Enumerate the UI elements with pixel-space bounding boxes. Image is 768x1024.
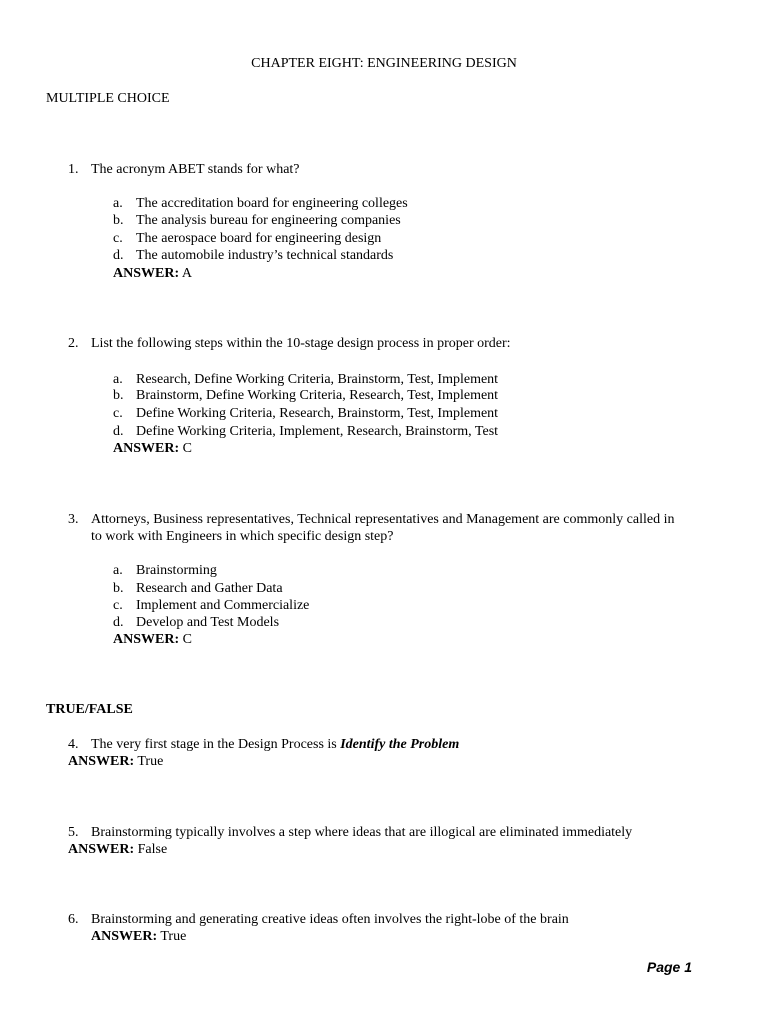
option-text: Define Working Criteria, Implement, Research, Brainstorm, Test [136, 424, 499, 439]
option-text: Brainstorming [136, 563, 217, 578]
option-letter: b. [113, 388, 124, 403]
answer-line [68, 753, 163, 770]
section-heading-multiple-choice: MULTIPLE CHOICE [46, 91, 170, 106]
question-text: The acronym ABET stands for what? [91, 162, 300, 177]
answer-value: A [181, 266, 192, 281]
question-text-line-1: Attorneys, Business representatives, Technical representatives and Management are commonly called in [91, 512, 675, 527]
page-number: Page 1 [646, 959, 692, 975]
option-letter: b. [113, 213, 124, 228]
option-text: The automobile industry’s technical standards [136, 248, 394, 263]
answer-label: ANSWER: [113, 632, 180, 647]
answer-label: ANSWER: [113, 266, 180, 281]
option-text: Research, Define Working Criteria, Brainstorm, Test, Implement [136, 372, 499, 387]
page-title: CHAPTER EIGHT: ENGINEERING DESIGN [251, 56, 517, 71]
answer-line [91, 928, 186, 945]
option-letter: c. [113, 231, 123, 246]
option-text: The aerospace board for engineering design [136, 231, 382, 246]
option-letter: a. [113, 563, 123, 578]
answer-value: C [182, 441, 192, 456]
question-number: 1. [68, 162, 79, 177]
option-letter: b. [113, 581, 124, 596]
option-text: Brainstorm, Define Working Criteria, Research, Test, Implement [136, 388, 499, 403]
answer-value: C [182, 632, 192, 647]
answer-label: ANSWER: [68, 754, 135, 769]
option-letter: d. [113, 248, 124, 263]
question-number: 6. [68, 912, 79, 927]
question-number: 3. [68, 512, 79, 527]
question-text: List the following steps within the 10-stage design process in proper order: [91, 336, 511, 351]
answer-value: True [137, 754, 164, 769]
answer-value: False [137, 842, 168, 857]
answer-label: ANSWER: [68, 842, 135, 857]
answer-line [113, 265, 192, 282]
option-text: Research and Gather Data [136, 581, 283, 596]
answer-line [113, 631, 192, 648]
option-letter: a. [113, 372, 123, 387]
question-number: 2. [68, 336, 79, 351]
answer-label: ANSWER: [113, 441, 180, 456]
option-letter: c. [113, 406, 123, 421]
option-text: Define Working Criteria, Research, Brainstorm, Test, Implement [136, 406, 499, 421]
question-text: Brainstorming typically involves a step where ideas that are illogical are eliminated immediately [91, 825, 633, 840]
answer-label: ANSWER: [91, 929, 158, 944]
option-text: The accreditation board for engineering colleges [136, 196, 408, 211]
question-text-line-2: to work with Engineers in which specific design step? [91, 529, 394, 544]
option-text: The analysis bureau for engineering companies [136, 213, 401, 228]
answer-line [68, 841, 167, 858]
option-letter: d. [113, 615, 124, 630]
option-letter: a. [113, 196, 123, 211]
option-text: Implement and Commercialize [136, 598, 310, 613]
answer-line [113, 440, 192, 457]
section-heading-true-false: TRUE/FALSE [46, 702, 133, 717]
question-number: 4. [68, 737, 79, 752]
question-number: 5. [68, 825, 79, 840]
option-letter: d. [113, 424, 124, 439]
question-text [91, 736, 459, 753]
option-letter: c. [113, 598, 123, 613]
answer-value: True [160, 929, 187, 944]
question-text-main: The very first stage in the Design Process is [91, 737, 341, 752]
option-text: Develop and Test Models [136, 615, 280, 630]
question-text-emphasis: Identify the Problem [340, 737, 460, 752]
question-text: Brainstorming and generating creative ideas often involves the right-lobe of the brain [91, 912, 569, 927]
